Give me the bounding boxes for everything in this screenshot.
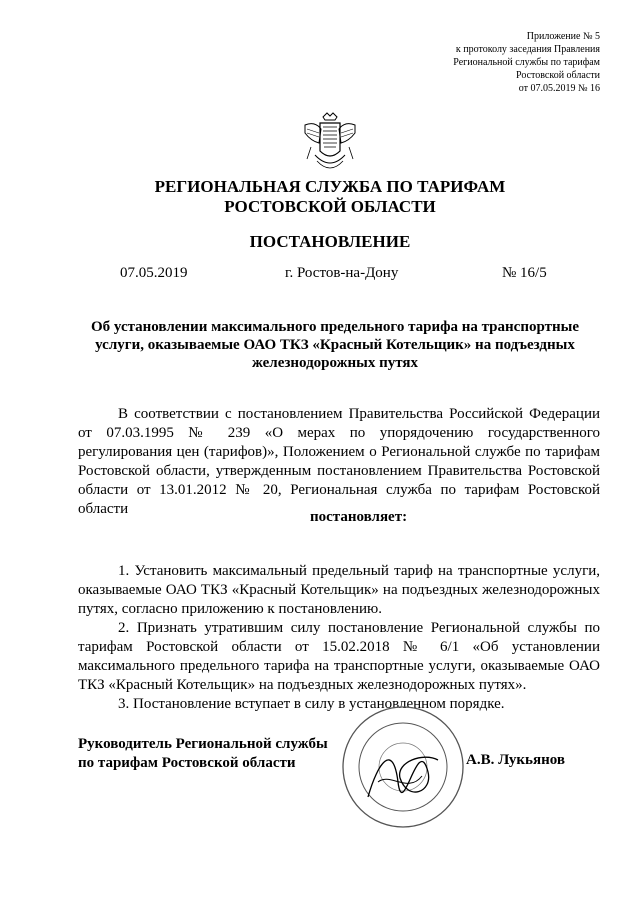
decree-item: 3. Постановление вступает в силу в установленном порядке. [118,696,505,712]
organization-name [0,177,640,217]
signatory-position-line-2: по тарифам Ростовской области [78,755,296,771]
signatory-name: А.В. Лукьянов [466,752,565,768]
preamble [78,405,600,519]
decree-items [78,562,600,714]
annex-line: Региональной службы по тарифам [453,57,600,68]
document-type: ПОСТАНОВЛЕНИЕ [249,232,411,251]
coat-of-arms-icon [301,111,359,175]
document-subject: Об установлении максимального предельного тарифа на транспортные услуги, оказываемые ОАО ТКЗ «Красный Котельщик» на подъездных железнодорожных путях [91,319,579,371]
signatory-position-line-1: Руководитель Региональной службы [78,736,328,752]
preamble-text: В соответствии с постановлением Правительства Российской Федерации от 07.03.1995 № 239 «О мерах по упорядочению государственного регулирования цен (тарифов)», Положением о Региональной службе по тарифам Ростовской области, утвержденным постановлением Правительства Ростовской области от 13.01.2012 № 20, Региональная служба по тарифам Ростовской области [78,406,600,517]
document-place: г. Ростов-на-Дону [285,265,399,281]
org-line-1: РЕГИОНАЛЬНАЯ СЛУЖБА ПО ТАРИФАМ [154,177,506,196]
signatory-position [78,735,328,773]
decree-item: 2. Признать утратившим силу постановление Региональной службы по тарифам Ростовской области от 15.02.2018 № 6/1 «Об установлении максимального предельного тарифа на транспортные услуги, оказываемые ОАО ТКЗ «Красный Котельщик» на подъездных железнодорожных путях». [78,620,600,693]
decree-item: 1. Установить максимальный предельный тариф на транспортные услуги, оказываемые ОАО ТКЗ «Красный Котельщик» на подъездных железнодорожных путях, согласно приложению к постановлению. [78,563,600,617]
org-line-2: РОСТОВСКОЙ ОБЛАСТИ [224,197,436,216]
decree-word: постановляет: [310,509,408,525]
document-number: № 16/5 [502,265,547,281]
document-date: 07.05.2019 [120,265,188,281]
annex-line: Ростовской области [516,70,600,81]
annex-line: Приложение № 5 [526,31,600,42]
annex-line: от 07.05.2019 № 16 [518,83,600,94]
annex-block [453,30,600,95]
annex-line: к протоколу заседания Правления [455,44,600,55]
official-stamp [338,702,468,832]
